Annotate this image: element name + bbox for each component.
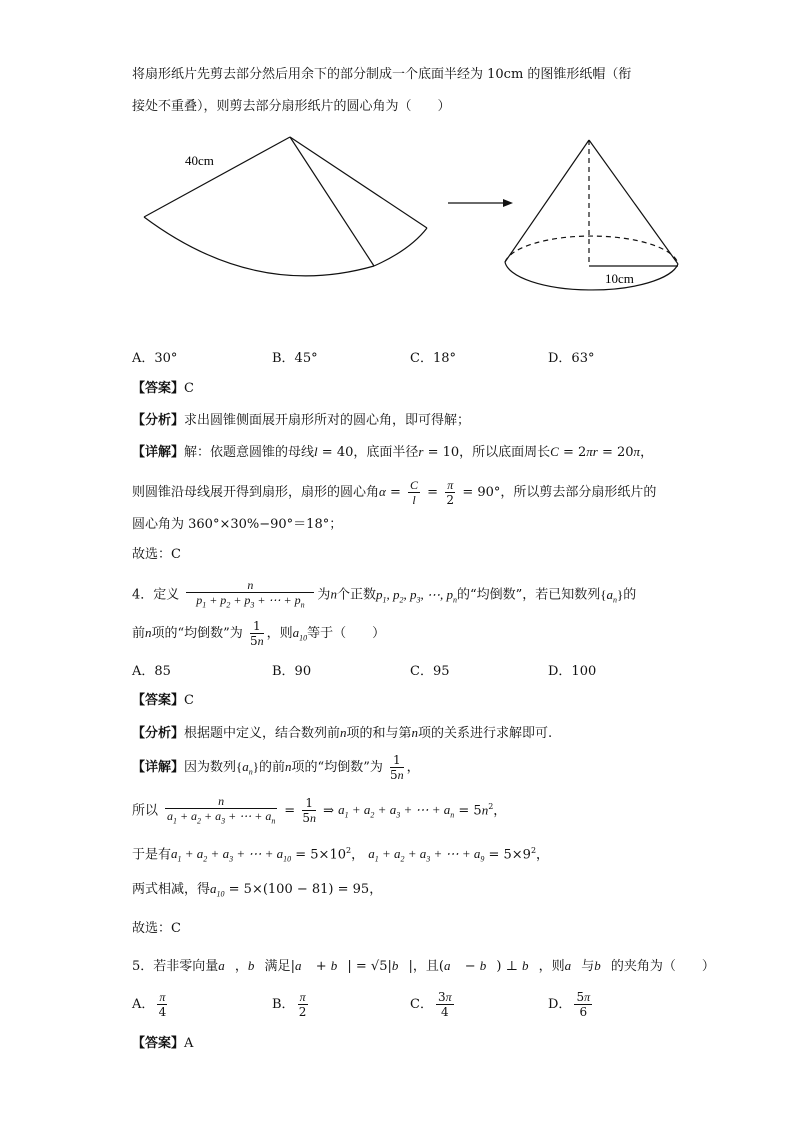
q3-option-a: A．30° — [132, 351, 178, 366]
fraction: $\frac{1}{5n}$ — [302, 796, 316, 826]
detail-text: 则圆锥沿母线展开得到扇形，扇形的圆心角 — [132, 485, 380, 500]
answer-value: A — [184, 1036, 194, 1051]
answer-value: C — [184, 381, 194, 396]
q5-text: ，则 — [538, 959, 565, 974]
analysis-tag: 【分析】 — [132, 413, 185, 428]
q5-text: ，且 — [412, 959, 439, 974]
q4-text: 项的“均倒数”为 — [151, 626, 243, 641]
q5-text: ， — [234, 959, 248, 974]
q5-option-b — [272, 990, 311, 1019]
cone-shape — [505, 140, 678, 290]
q4-text: 为 — [317, 587, 331, 603]
detail-text: ， — [406, 760, 420, 775]
slant-length-label: 40cm — [185, 153, 214, 168]
option-label: B． — [272, 997, 295, 1012]
detail-text: 所以 — [132, 803, 159, 819]
fraction: $\frac{1}{5n}$ — [249, 619, 264, 648]
fraction: $\frac{n}{p_1 + p_2 + p_3 + \cdots + p_n}$ — [186, 578, 314, 612]
q4-option-c: C．95 — [410, 664, 450, 679]
detail-text: 两式相减，得 — [132, 882, 211, 897]
q3-option-b: B．45° — [272, 351, 318, 366]
fraction: $\frac{5\pi}{6}$ — [576, 990, 591, 1019]
analysis-text: 求出圆锥侧面展开扇形所对的圆心角，即可得解； — [184, 413, 471, 428]
q4-stem-line2: 前n项的“均倒数”为 $\frac{1}{5n}$ ，则$a_{10}$等于（ ） — [132, 619, 386, 648]
arrow-icon — [448, 199, 513, 207]
q4-stem-line1: 4．定义 $\frac{n}{p_1 + p_2 + p_3 + \cdots + p_n}$ 为n个正数$p_1$, $p_2$, $p_3$, ⋯, $p_n$的“均倒数”，若已知数列$\{a_n\}$的 — [132, 578, 636, 615]
q4-text: ，则 — [266, 626, 293, 641]
answer-tag: 【答案】 — [132, 381, 185, 396]
q4-detail-line2: 所以 $\frac{n}{a_1 + a_2 + a_3 + \cdots + a_n}$ = $\frac{1}{5n}$ ⇒ $a_1 + a_2 + a_3$ + ⋯ + $a_n = 5n^2$， — [132, 792, 506, 831]
detail-text: ，底面半径 — [353, 445, 419, 460]
q3-answer — [132, 380, 194, 398]
detail-tag: 【详解】 — [132, 760, 185, 775]
q3-option-d: D．63° — [548, 351, 595, 366]
q4-detail-line4: 两式相减，得$a_{10} = 5\times(100 - 81) = 95$， — [132, 881, 383, 899]
q4-text: 前 — [132, 626, 146, 641]
q5-text: 与 — [581, 959, 595, 974]
q3-stem-line1: 将扇形纸片先剪去部分然后用余下的部分制成一个底面半经为 10cm 的图锥形纸帽（衔 — [132, 67, 632, 82]
q3-detail-line2: 则圆锥沿母线展开得到扇形，扇形的圆心角α = $\frac{C}{l}$ = $\frac{\pi}{2}$ = 90°，所以剪去部分扇形纸片的 — [132, 478, 657, 507]
q5-text: 满足 — [264, 959, 291, 974]
analysis-text: 根据题中定义，结合数列前 — [184, 726, 341, 741]
q4-detail-line3: 于是有$a_1 + a_2 + a_3$ + ⋯ + $a_{10} = 5\times 10^2$， $a_1 + a_2 + a_3$ + ⋯ + $a_9 = 5\times 9^2$， — [132, 846, 550, 864]
fraction: $\frac{3\pi}{4}$ — [437, 990, 452, 1019]
q3-stem-line2: 接处不重叠），则剪去部分扇形纸片的圆心角为（ ） — [132, 99, 451, 114]
detail-text: 于是有 — [132, 847, 172, 863]
detail-text: 解：依题意圆锥的母线 — [184, 445, 315, 460]
detail-text: 的前 — [259, 760, 286, 775]
q3-analysis — [132, 412, 470, 430]
q3-detail-line3: 圆心角为 360°×30%−90°＝18°； — [132, 517, 343, 532]
q5-option-d — [548, 990, 595, 1019]
answer-tag: 【答案】 — [132, 693, 185, 708]
q4-text: 的 — [623, 587, 637, 603]
detail-text: 项的“均倒数”为 — [291, 760, 383, 775]
answer-tag: 【答案】 — [132, 1036, 185, 1051]
answer-value: C — [184, 693, 194, 708]
detail-tag: 【详解】 — [132, 445, 185, 460]
q3-detail-line1: 【详解】解：依题意圆锥的母线l = 40，底面半径r = 10，所以底面周长C = 2πr = 20π， — [132, 444, 654, 460]
q5-option-a — [132, 990, 170, 1019]
q3-figure — [0, 125, 793, 445]
radius-label: 10cm — [605, 271, 634, 286]
q3-choose: 故选：C — [132, 547, 181, 562]
q5-stem: 5．若非零向量a⃗，b⃗满足|a⃗ + b⃗| = √5|b⃗|，且(a⃗ − b⃗) ⊥ b⃗，则a⃗与b⃗的夹角为（ ） — [132, 958, 715, 974]
option-label: D． — [548, 997, 572, 1012]
q4-choose: 故选：C — [132, 921, 181, 936]
analysis-text: 项的和与第 — [346, 726, 412, 741]
q4-number: 4．定义 — [132, 587, 180, 603]
detail-text: 因为数列 — [184, 760, 237, 775]
analysis-tag: 【分析】 — [132, 726, 185, 741]
detail-text: ，所以底面周长 — [459, 445, 551, 460]
q4-answer — [132, 692, 194, 710]
q5-number: 5．若非零向量 — [132, 959, 219, 974]
fraction: $\frac{\pi}{2}$ — [446, 478, 455, 507]
q4-text: 个正数 — [336, 587, 376, 603]
q4-option-b: B．90 — [272, 664, 312, 679]
q5-text: 的夹角为（ ） — [610, 959, 715, 974]
q4-text: 等于（ ） — [307, 626, 386, 641]
fraction: $\frac{\pi}{2}$ — [298, 990, 307, 1019]
q3-option-c: C．18° — [410, 351, 456, 366]
fraction: $\frac{C}{l}$ — [410, 478, 419, 507]
detail-text: ， — [369, 882, 383, 897]
fraction: $\frac{\pi}{4}$ — [158, 990, 167, 1019]
q4-analysis: 【分析】根据题中定义，结合数列前n项的和与第n项的关系进行求解即可. — [132, 725, 553, 741]
option-label: A． — [132, 997, 155, 1012]
q4-detail-line1: 【详解】因为数列$\{a_n\}$的前n项的“均倒数”为 $\frac{1}{5n}$ ， — [132, 753, 420, 782]
analysis-text: 项的关系进行求解即可. — [418, 726, 553, 741]
q5-option-c — [410, 990, 457, 1019]
detail-text: ，所以剪去部分扇形纸片的 — [500, 485, 657, 500]
option-label: C． — [410, 997, 433, 1012]
fraction: $\frac{n}{a_1 + a_2 + a_3 + \cdots + a_n}$ — [166, 793, 276, 826]
q5-answer — [132, 1035, 193, 1053]
q4-option-d: D．100 — [548, 664, 597, 679]
q4-text: 的“均倒数”，若已知数列 — [456, 587, 601, 603]
fraction: $\frac{1}{5n}$ — [389, 753, 404, 782]
q4-option-a: A．85 — [132, 664, 171, 679]
